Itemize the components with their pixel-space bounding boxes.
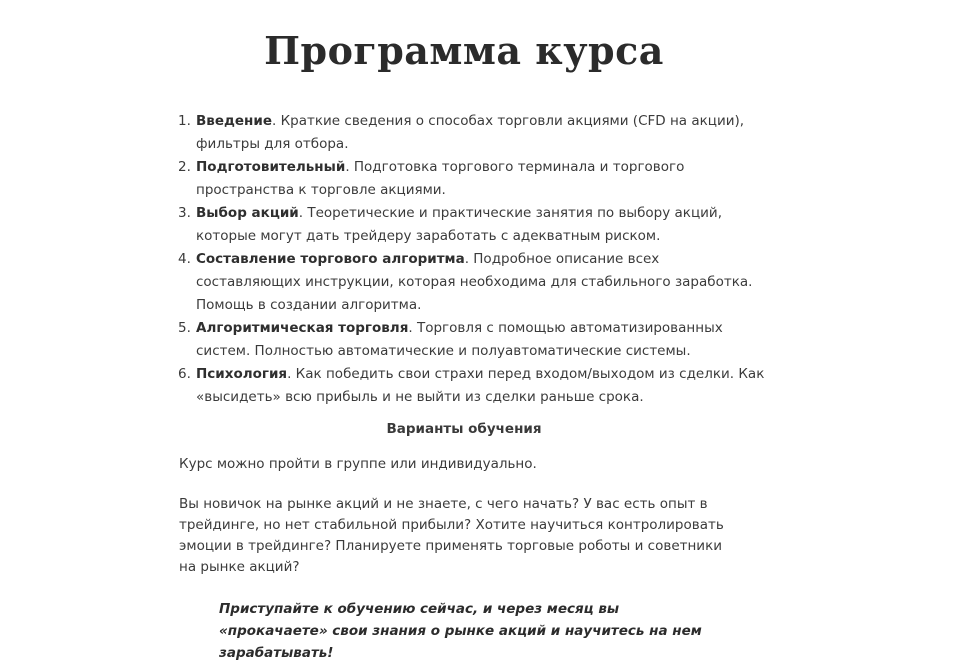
list-item xyxy=(178,156,766,202)
list-item xyxy=(178,317,766,363)
list-item-text: . Подробное описание всех составляющих инструкции, которая необходима для стабильного заработка. Помощь в создании алгоритма. xyxy=(196,251,753,313)
list-item-title: Психология xyxy=(196,366,288,382)
page-title: Программа курса xyxy=(264,28,664,73)
training-options-heading: Варианты обучения xyxy=(386,421,542,437)
list-item-title: Выбор акций xyxy=(196,205,299,221)
list-item-text: . Подготовка торгового терминала и торгового пространства к торговле акциями. xyxy=(196,159,685,198)
list-item-title: Подготовительный xyxy=(196,159,346,175)
list-item-number: 4. xyxy=(178,251,191,267)
list-item-title: Введение xyxy=(196,113,272,129)
list-item xyxy=(178,202,766,248)
call-to-action-text: Приступайте к обучению сейчас, и через месяц вы «прокачаете» свои знания о рынке акций и научитесь на нем зарабатывать! xyxy=(219,601,702,661)
list-item xyxy=(178,110,766,156)
list-item xyxy=(178,363,766,409)
list-item xyxy=(178,248,766,317)
list-item-text: . Как победить свои страхи перед входом/выходом из сделки. Как «высидеть» всю прибыль и не выйти из сделки раньше срока. xyxy=(196,366,765,405)
list-item-number: 6. xyxy=(178,366,191,382)
list-item-text: . Теоретические и практические занятия по выбору акций, которые могут дать трейдеру заработать с адекватным риском. xyxy=(196,205,722,244)
list-item-title: Алгоритмическая торговля xyxy=(196,320,409,336)
course-program-list xyxy=(178,110,766,409)
list-item-number: 3. xyxy=(178,205,191,221)
list-item-title: Составление торгового алгоритма xyxy=(196,251,465,267)
list-item-text: . Краткие сведения о способах торговли акциями (CFD на акции), фильтры для отбора. xyxy=(196,113,745,152)
list-item-number: 2. xyxy=(178,159,191,175)
training-intro-paragraph: Курс можно пройти в группе или индивидуально. xyxy=(179,456,537,472)
questions-paragraph: Вы новичок на рынке акций и не знаете, с чего начать? У вас есть опыт в трейдинге, но нет стабильной прибыли? Хотите научиться контролировать эмоции в трейдинге? Планируете применять торговые роботы и советники на рынке акций? xyxy=(179,496,724,575)
list-item-number: 1. xyxy=(178,113,191,129)
list-item-text: . Торговля с помощью автоматизированных систем. Полностью автоматические и полуавтоматические системы. xyxy=(196,320,723,359)
list-item-number: 5. xyxy=(178,320,191,336)
